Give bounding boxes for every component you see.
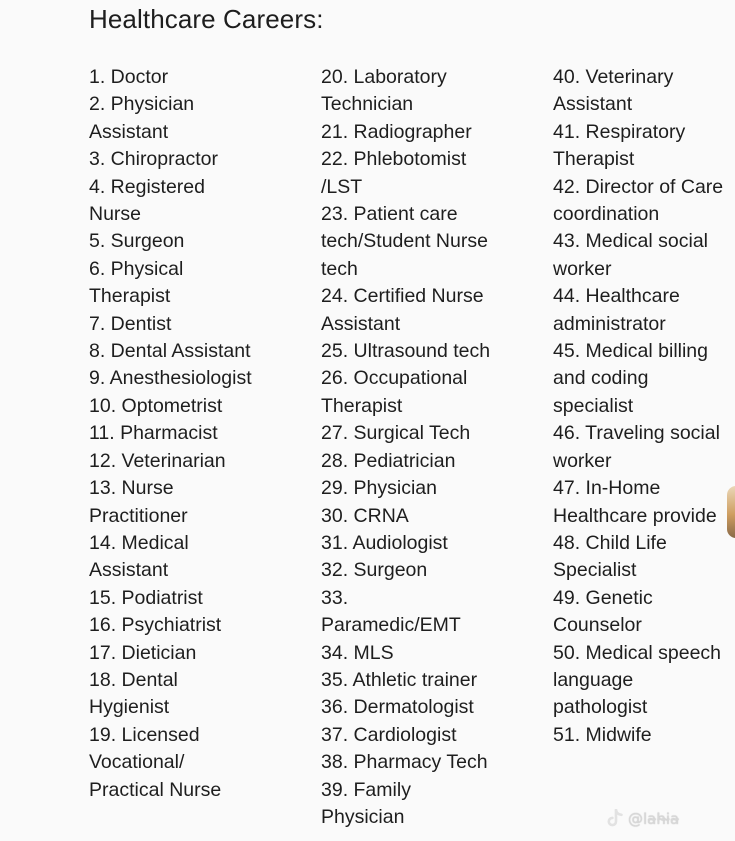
career-list-item [553, 640, 735, 722]
career-item-text: 12. Veterinarian [89, 449, 226, 472]
career-column-2 [321, 64, 536, 831]
career-item-text: tech [321, 257, 358, 280]
career-list-item [89, 146, 304, 173]
career-list-item [321, 530, 536, 557]
career-item-text: 49. Genetic [553, 586, 653, 609]
career-item-text: 51. Midwife [553, 723, 652, 746]
career-list-item [321, 283, 536, 338]
career-item-text: 32. Surgeon [321, 559, 428, 582]
career-item-text: 41. Respiratory [553, 120, 686, 143]
career-item-text: Counselor [553, 614, 642, 637]
career-list-item [89, 585, 304, 612]
career-item-text: 50. Medical speech [553, 641, 722, 664]
career-item-text: 38. Pharmacy Tech [321, 751, 488, 774]
career-item-text: 26. Occupational [321, 367, 468, 390]
career-list-item [321, 448, 536, 475]
career-item-text: 23. Patient care [321, 203, 458, 226]
career-list-item [321, 201, 536, 283]
career-item-text: 43. Medical social [553, 230, 708, 253]
career-list-item [553, 722, 735, 749]
career-item-text: 16. Psychiatrist [89, 614, 222, 637]
career-list-item [89, 448, 304, 475]
career-item-text: 31. Audiologist [321, 531, 448, 554]
career-column-1 [89, 64, 304, 804]
career-item-text: 9. Anesthesiologist [89, 367, 252, 390]
career-item-text: Assistant [321, 312, 401, 335]
career-item-text: 28. Pediatrician [321, 449, 456, 472]
career-list-item [321, 585, 536, 640]
career-item-text: specialist [553, 394, 634, 417]
career-list-item [321, 667, 536, 694]
career-list-item [89, 612, 304, 639]
edge-sticker-fragment [727, 486, 735, 538]
career-list-item [553, 475, 735, 530]
career-item-text: 33. [321, 586, 349, 609]
career-item-text: 40. Veterinary [553, 66, 674, 88]
page-title: Healthcare Careers: [89, 4, 324, 34]
career-list-item [89, 475, 304, 530]
career-list-item [89, 393, 304, 420]
career-list-item [89, 365, 304, 392]
career-item-text: Therapist [321, 394, 403, 417]
career-list-item [321, 694, 536, 721]
career-item-text: tech/Student Nurse [321, 230, 488, 253]
career-item-text: Assistant [553, 93, 633, 116]
career-item-text: administrator [553, 312, 666, 335]
career-list-item [89, 64, 304, 91]
career-list-item [321, 146, 536, 201]
career-list-item [89, 228, 304, 255]
career-item-text: 24. Certified Nurse [321, 285, 484, 308]
career-item-text: 39. Family [321, 778, 411, 801]
career-item-text: Practitioner [89, 504, 188, 527]
career-item-text: Therapist [553, 148, 635, 171]
career-item-text: 14. Medical [89, 531, 189, 554]
career-list-item [321, 557, 536, 584]
career-item-text: worker [553, 449, 612, 472]
career-list-item [321, 119, 536, 146]
career-item-text: 21. Radiographer [321, 120, 472, 143]
career-item-text: language [553, 668, 634, 691]
career-list-item [321, 722, 536, 749]
career-list-item [321, 475, 536, 502]
career-item-text: 47. In-Home [553, 477, 661, 500]
career-item-text: 1. Doctor [89, 66, 169, 88]
career-item-text: 42. Director of Care [553, 175, 724, 198]
career-item-text: 2. Physician [89, 93, 195, 116]
career-list-item [553, 585, 735, 640]
watermark-handle: @la̴h̴i̴a̴ [628, 810, 680, 828]
career-item-text: /LST [321, 175, 363, 198]
career-item-text: 7. Dentist [89, 312, 172, 335]
career-item-text: Healthcare provide [553, 504, 717, 527]
career-item-text: 18. Dental [89, 668, 178, 691]
career-list-item [89, 311, 304, 338]
career-list-item [553, 530, 735, 585]
career-item-text: 36. Dermatologist [321, 696, 474, 719]
career-item-text: Assistant [89, 559, 169, 582]
career-item-text: Practical Nurse [89, 778, 222, 801]
career-item-text: and coding [553, 367, 649, 390]
career-list-item [89, 640, 304, 667]
career-list-item [553, 283, 735, 338]
career-item-text: 46. Traveling social [553, 422, 720, 445]
career-item-text: 4. Registered [89, 175, 205, 198]
career-list-item [89, 338, 304, 365]
career-item-text: 17. Dietician [89, 641, 197, 664]
career-item-text: Technician [321, 93, 414, 116]
career-list-item [321, 420, 536, 447]
career-item-text: pathologist [553, 696, 648, 719]
career-list-item [321, 503, 536, 530]
career-item-text: Specialist [553, 559, 637, 582]
career-list-item [89, 667, 304, 722]
career-item-text: Physician [321, 805, 405, 828]
career-list-item [553, 228, 735, 283]
career-list-item [321, 365, 536, 420]
career-list-item [321, 64, 536, 119]
career-list-item [553, 174, 735, 229]
career-item-text: 15. Podiatrist [89, 586, 203, 609]
career-list-item [321, 338, 536, 365]
career-list-item [89, 174, 304, 229]
career-item-text: 34. MLS [321, 641, 394, 664]
career-item-text: Paramedic/EMT [321, 614, 461, 637]
career-item-text: 44. Healthcare [553, 285, 680, 308]
career-item-text: 22. Phlebotomist [321, 148, 467, 171]
career-list-item [89, 256, 304, 311]
career-item-text: 10. Optometrist [89, 394, 223, 417]
career-list-item [553, 338, 735, 420]
career-item-text: Nurse [89, 203, 142, 226]
tiktok-logo-icon [606, 809, 624, 829]
career-item-text: Therapist [89, 285, 171, 308]
career-list-item [553, 420, 735, 475]
career-item-text: coordination [553, 203, 660, 226]
career-list-item [89, 722, 304, 804]
career-list-item [321, 777, 536, 832]
career-column-3 [553, 64, 735, 749]
career-item-text: Vocational/ [89, 751, 185, 774]
career-item-text: 29. Physician [321, 477, 437, 500]
career-item-text: Assistant [89, 120, 169, 143]
tiktok-watermark [606, 806, 726, 832]
career-item-text: 5. Surgeon [89, 230, 185, 253]
career-list-item [321, 749, 536, 776]
career-list-item [89, 420, 304, 447]
career-item-text: 25. Ultrasound tech [321, 340, 491, 363]
career-item-text: 3. Chiropractor [89, 148, 218, 171]
career-item-text: 37. Cardiologist [321, 723, 457, 746]
career-item-text: 30. CRNA [321, 504, 409, 527]
career-list-item [89, 91, 304, 146]
career-list-item [553, 119, 735, 174]
career-item-text: 48. Child Life [553, 531, 667, 554]
career-item-text: 6. Physical [89, 257, 184, 280]
career-list-item [89, 530, 304, 585]
career-item-text: 20. Laboratory [321, 66, 447, 88]
career-item-text: 27. Surgical Tech [321, 422, 471, 445]
career-item-text: 11. Pharmacist [89, 422, 218, 445]
career-item-text: worker [553, 257, 612, 280]
career-item-text: 8. Dental Assistant [89, 340, 251, 363]
career-list-item [321, 640, 536, 667]
career-list-item [553, 64, 735, 119]
career-item-text: 45. Medical billing [553, 340, 709, 363]
career-item-text: Hygienist [89, 696, 170, 719]
career-item-text: 13. Nurse [89, 477, 174, 500]
career-item-text: 35. Athletic trainer [321, 668, 478, 691]
career-item-text: 19. Licensed [89, 723, 200, 746]
